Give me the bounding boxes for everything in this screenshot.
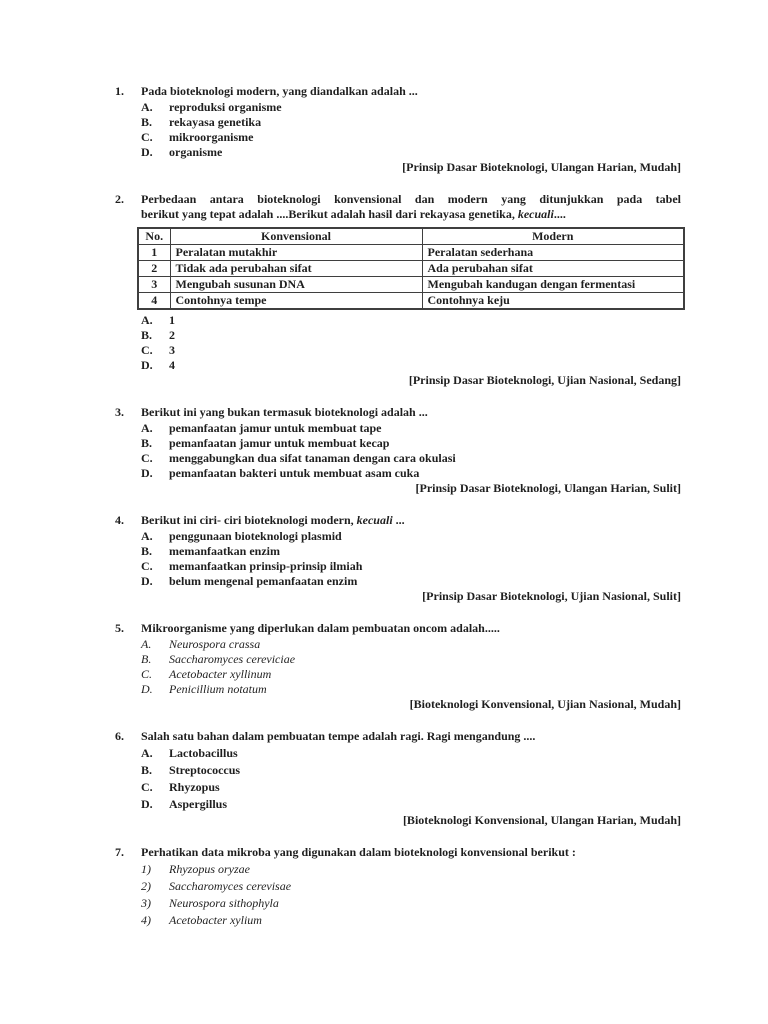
table-cell: Peralatan sederhana — [422, 245, 684, 261]
option-text: organisme — [169, 145, 223, 159]
question-tag: [Prinsip Dasar Bioteknologi, Ujian Nasional, Sedang] — [408, 373, 681, 387]
option-text: Neurospora crassa — [169, 637, 261, 651]
question-item — [115, 84, 681, 175]
question-tag: [Prinsip Dasar Bioteknologi, Ulangan Harian, Sulit] — [415, 481, 681, 495]
option-text: Aspergillus — [169, 797, 228, 811]
option-text: memanfaatkan enzim — [169, 544, 280, 558]
option-row — [141, 466, 681, 481]
option-letter: A. — [141, 100, 153, 114]
question-stem-row — [115, 621, 681, 636]
option-row — [141, 878, 681, 895]
table-header-cell: Modern — [422, 228, 684, 245]
table-cell: 1 — [138, 245, 170, 261]
option-letter: C. — [141, 559, 153, 573]
table-cell: Contohnya keju — [422, 293, 684, 310]
option-text: 1 — [169, 313, 175, 327]
option-row — [141, 115, 681, 130]
option-letter: A. — [141, 529, 153, 543]
question-item — [115, 621, 681, 712]
stem-line: berikut yang tepat adalah ....Berikut adalah hasil dari rekayasa genetika, kecuali.... — [141, 207, 566, 221]
question-stem-row — [115, 845, 681, 860]
comparison-table — [137, 227, 685, 310]
option-text: memanfaatkan prinsip-prinsip ilmiah — [169, 559, 363, 573]
question-item — [115, 192, 681, 388]
question-stem — [141, 621, 681, 636]
option-list — [141, 861, 681, 929]
option-row — [141, 436, 681, 451]
option-row — [141, 100, 681, 115]
option-letter: D. — [141, 682, 153, 696]
table-row — [138, 293, 684, 310]
option-text: penggunaan bioteknologi plasmid — [169, 529, 342, 543]
question-stem — [141, 729, 681, 744]
option-letter: 3) — [141, 896, 151, 910]
option-row — [141, 762, 681, 779]
option-letter: D. — [141, 466, 153, 480]
question-stem — [141, 405, 681, 420]
question-stem-row — [115, 405, 681, 420]
option-letter: C. — [141, 667, 153, 681]
option-text: Saccharomyces cerevisae — [169, 879, 292, 893]
option-letter: B. — [141, 115, 153, 129]
option-row — [141, 682, 681, 697]
option-text: Acetobacter xylium — [169, 913, 262, 927]
question-tag: [Bioteknologi Konvensional, Ujian Nasional, Mudah] — [409, 697, 681, 711]
option-letter: 1) — [141, 862, 151, 876]
option-row — [141, 358, 681, 373]
question-number: 4. — [115, 513, 124, 527]
option-text: Saccharomyces cereviciae — [169, 652, 296, 666]
table-cell: Tidak ada perubahan sifat — [170, 261, 422, 277]
option-row — [141, 544, 681, 559]
option-row — [141, 559, 681, 574]
option-letter: B. — [141, 436, 153, 450]
option-letter: A. — [141, 421, 153, 435]
stem-line: Salah satu bahan dalam pembuatan tempe adalah ragi. Ragi mengandung .... — [141, 729, 536, 743]
table-cell: 2 — [138, 261, 170, 277]
table-cell: 4 — [138, 293, 170, 310]
option-row — [141, 796, 681, 813]
table-cell: Mengubah kandugan dengan fermentasi — [422, 277, 684, 293]
question-number: 1. — [115, 84, 124, 98]
question-stem-row — [115, 513, 681, 528]
question-item — [115, 729, 681, 828]
option-row — [141, 745, 681, 762]
table-cell: Ada perubahan sifat — [422, 261, 684, 277]
option-text: pemanfaatan jamur untuk membuat tape — [169, 421, 382, 435]
option-row — [141, 313, 681, 328]
option-row — [141, 861, 681, 878]
option-text: pemanfaatan jamur untuk membuat kecap — [169, 436, 390, 450]
option-letter: B. — [141, 328, 153, 342]
question-item — [115, 405, 681, 496]
option-text: 4 — [169, 358, 175, 372]
option-letter: A. — [141, 746, 153, 760]
option-letter: A. — [141, 637, 152, 651]
option-row — [141, 895, 681, 912]
option-row — [141, 451, 681, 466]
table-row — [138, 277, 684, 293]
option-text: Lactobacillus — [169, 746, 238, 760]
option-row — [141, 652, 681, 667]
question-stem — [141, 845, 681, 860]
option-letter: C. — [141, 130, 153, 144]
option-letter: 2) — [141, 879, 151, 893]
table-cell: Mengubah susunan DNA — [170, 277, 422, 293]
option-letter: C. — [141, 451, 153, 465]
option-text: Rhyzopus — [169, 780, 220, 794]
option-letter: C. — [141, 343, 153, 357]
option-text: mikroorganisme — [169, 130, 254, 144]
option-letter: B. — [141, 652, 152, 666]
option-row — [141, 130, 681, 145]
question-number: 7. — [115, 845, 124, 859]
option-letter: C. — [141, 780, 153, 794]
option-row — [141, 343, 681, 358]
option-letter: 4) — [141, 913, 151, 927]
table-row — [138, 261, 684, 277]
stem-line: Pada bioteknologi modern, yang diandalkan adalah ... — [141, 84, 418, 98]
option-text: menggabungkan dua sifat tanaman dengan cara okulasi — [169, 451, 456, 465]
question-tag: [Bioteknologi Konvensional, Ulangan Harian, Mudah] — [402, 813, 681, 827]
option-row — [141, 328, 681, 343]
option-row — [141, 145, 681, 160]
option-list — [141, 100, 681, 160]
question-stem-row — [115, 729, 681, 744]
option-text: Penicillium notatum — [169, 682, 267, 696]
option-list — [141, 637, 681, 697]
stem-line: Berikut ini yang bukan termasuk bioteknologi adalah ... — [141, 405, 428, 419]
question-number: 2. — [115, 192, 124, 206]
option-letter: B. — [141, 763, 153, 777]
table-cell: 3 — [138, 277, 170, 293]
question-stem — [141, 513, 681, 528]
question-stem — [141, 192, 681, 222]
option-row — [141, 574, 681, 589]
option-text: reproduksi organisme — [169, 100, 282, 114]
question-stem-row — [115, 192, 681, 222]
option-text: 3 — [169, 343, 175, 357]
question-number: 3. — [115, 405, 124, 419]
option-letter: A. — [141, 313, 153, 327]
option-list — [141, 745, 681, 813]
option-text: Streptococcus — [169, 763, 241, 777]
question-tag: [Prinsip Dasar Bioteknologi, Ujian Nasional, Sulit] — [422, 589, 681, 603]
option-list — [141, 313, 681, 373]
option-letter: D. — [141, 145, 153, 159]
stem-line: Perbedaan antara bioteknologi konvensional dan modern yang ditunjukkan pada tabel — [141, 192, 681, 206]
option-text: Neurospora sithophyla — [169, 896, 279, 910]
question-stem — [141, 84, 681, 99]
question-item — [115, 845, 681, 929]
option-row — [141, 421, 681, 436]
table-row — [138, 245, 684, 261]
option-text: rekayasa genetika — [169, 115, 262, 129]
option-text: belum mengenal pemanfaatan enzim — [169, 574, 358, 588]
option-letter: B. — [141, 544, 153, 558]
option-row — [141, 637, 681, 652]
option-row — [141, 529, 681, 544]
option-text: pemanfaatan bakteri untuk membuat asam cuka — [169, 466, 420, 480]
option-text: Acetobacter xyllinum — [169, 667, 272, 681]
question-number: 6. — [115, 729, 124, 743]
question-number: 5. — [115, 621, 124, 635]
table-header-row — [138, 228, 684, 245]
option-list — [141, 421, 681, 481]
table-header-cell: Konvensional — [170, 228, 422, 245]
option-text: Rhyzopus oryzae — [169, 862, 250, 876]
option-text: 2 — [169, 328, 175, 342]
option-row — [141, 667, 681, 682]
stem-line: Perhatikan data mikroba yang digunakan dalam bioteknologi konvensional berikut : — [141, 845, 576, 859]
table-cell: Peralatan mutakhir — [170, 245, 422, 261]
stem-line: Mikroorganisme yang diperlukan dalam pembuatan oncom adalah..... — [141, 621, 500, 635]
option-row — [141, 912, 681, 929]
question-item — [115, 513, 681, 604]
question-list — [115, 84, 681, 946]
option-row — [141, 779, 681, 796]
question-tag: [Prinsip Dasar Bioteknologi, Ulangan Harian, Mudah] — [402, 160, 681, 174]
stem-line: Berikut ini ciri- ciri bioteknologi modern, kecuali ... — [141, 513, 405, 527]
option-list — [141, 529, 681, 589]
table-header-cell: No. — [138, 228, 170, 245]
option-letter: D. — [141, 574, 153, 588]
option-letter: D. — [141, 797, 153, 811]
option-letter: D. — [141, 358, 153, 372]
table-cell: Contohnya tempe — [170, 293, 422, 310]
question-stem-row — [115, 84, 681, 99]
